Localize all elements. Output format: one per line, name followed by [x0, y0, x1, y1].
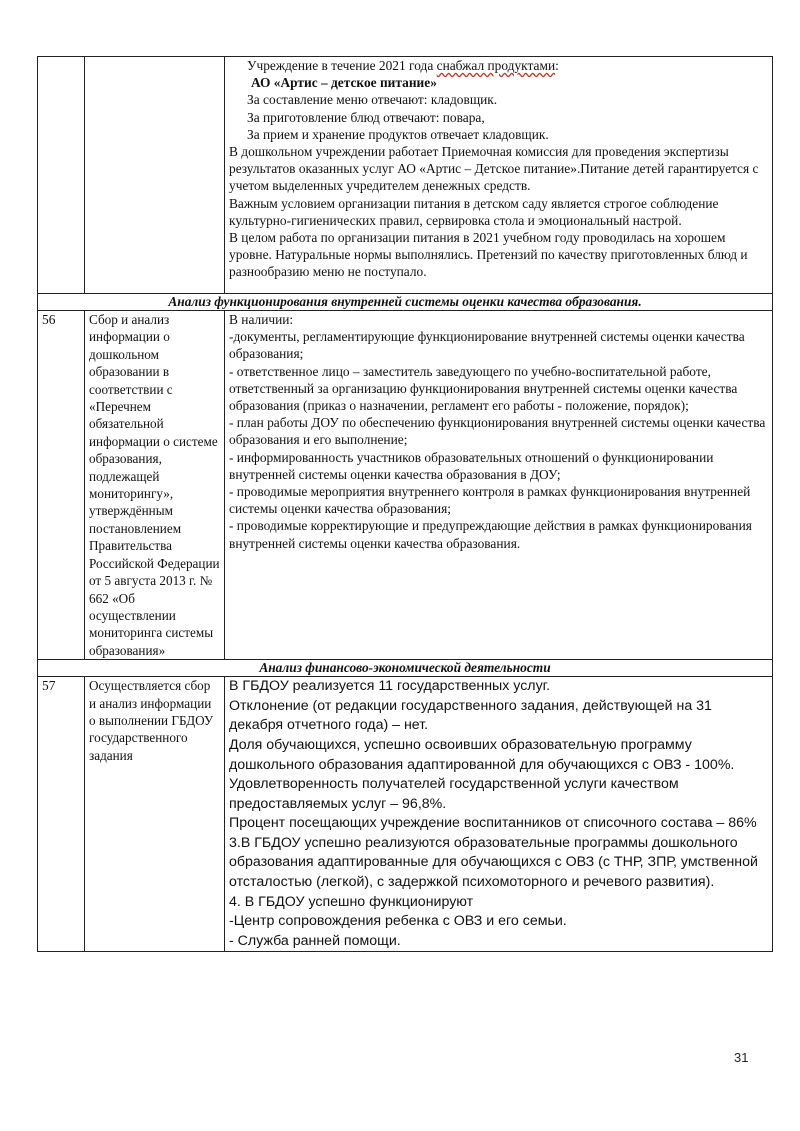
list-item: - проводимые мероприятия внутреннего контроля в рамках функционирования внутренней системы оценки качества образования; [229, 484, 751, 517]
section-heading: Анализ функционирования внутренней системы оценки качества образования. [38, 294, 773, 311]
spellcheck-underlined-text: снабжал продуктами [436, 58, 556, 73]
list-item: - план работы ДОУ по обеспечению функционирования внутренней системы оценки качества образования и его выполнение; [229, 415, 766, 448]
page-number: 31 [734, 1050, 749, 1065]
supplier-name: АО «Артис – детское питание» [251, 75, 437, 91]
supply-line [229, 57, 768, 74]
text-line: За составление меню отвечают: кладовщик. [247, 92, 498, 108]
section-header-row [38, 660, 773, 677]
paragraph: В целом работа по организации питания в 2021 учебном году проводилась на хорошем уровне. Натуральные нормы выполнялись. Претензий по качеству приготовленных блюд и разнообразию меню не поступало. [229, 230, 748, 280]
table-row-continued [38, 57, 773, 294]
text-line: Удовлетворенность получателей государственной услуги качеством предоставляемых услуг – 96,8%. [229, 776, 679, 812]
text-line: Отклонение (от редакции государственного задания, действующей на 31 декабря отчетного года) – нет. [229, 697, 712, 734]
report-table [37, 56, 773, 952]
table-row [38, 677, 773, 952]
text-line: В ГБДОУ реализуется 11 государственных услуг. [229, 678, 551, 695]
row-number: 57 [38, 677, 85, 952]
text-line: В наличии: [229, 312, 294, 327]
paragraph: Важным условием организации питания в детском саду является строгое соблюдение культурно-гигиенических правил, сервировка стола и эмоциональный настрой. [229, 195, 719, 228]
text-line: 3.В ГБДОУ успешно реализуются образовательные программы дошкольного образования адаптированные для обучающихся с ОВЗ (с ТНР, ЗПР, умственной отсталостью (легкой), с задержкой психомоторного и речевого развития). [229, 834, 758, 891]
list-item: - проводимые корректирующие и предупреждающие действия в рамках функционирования внутренней системы оценки качества образования. [229, 518, 752, 551]
text-line: За прием и хранение продуктов отвечает кладовщик. [247, 126, 549, 142]
row-content [225, 677, 773, 952]
text-line: Доля обучающихся, успешно освоивших образовательную программу дошкольного образования адаптированной для обучающихся с ОВЗ - 100%. [229, 736, 735, 773]
row-title: Сбор и анализ информации о дошкольном образовании в соответствии с «Перечнем обязательной информации о системе образования, подлежащей мониторингу», утверждённым постановлением Правительства Российской Федерации от 5 августа 2013 г. № 662 «Об осуществлении мониторинга системы образования» [85, 311, 225, 660]
paragraph: В дошкольном учреждении работает Приемочная комиссия для проведения экспертизы результатов оказанных услуг АО «Артис – Детское питание».Питание детей гарантируется с учетом выделенных учредителем денежных средств. [229, 144, 759, 194]
row-title [85, 57, 225, 294]
row-title: Осуществляется сбор и анализ информации о выполнении ГБДОУ государственного задания [85, 677, 225, 952]
text-fragment: Учреждение в течение 2021 года [247, 58, 437, 73]
list-item: - ответственное лицо – заместитель заведующего по учебно-воспитательной работе, ответственный за организацию функционирования внутренней системы оценки качества образования (приказ о назначении, регламент его работы - положение, порядок); [229, 363, 738, 414]
list-item: - Служба ранней помощи. [229, 932, 401, 949]
text-line: Процент посещающих учреждение воспитанников от списочного состава – 86% [229, 815, 757, 832]
list-item: -документы, регламентирующие функционирование внутренней системы оценки качества образования; [229, 329, 745, 362]
row-number: 56 [38, 311, 85, 660]
row-content [225, 57, 773, 294]
list-item: - информированность участников образовательных отношений о функционировании внутренней системы оценки качества образования в ДОУ; [229, 449, 714, 482]
list-item: -Центр сопровождения ребенка с ОВЗ и его семьи. [229, 913, 567, 930]
section-heading: Анализ финансово-экономической деятельности [38, 660, 773, 677]
row-content [225, 311, 773, 660]
text-line: За приготовление блюд отвечают: повара, [247, 109, 485, 125]
row-number [38, 57, 85, 294]
table-row [38, 311, 773, 660]
section-header-row [38, 294, 773, 311]
text-line: 4. В ГБДОУ успешно функционируют [229, 893, 474, 910]
text-fragment: : [555, 58, 559, 73]
